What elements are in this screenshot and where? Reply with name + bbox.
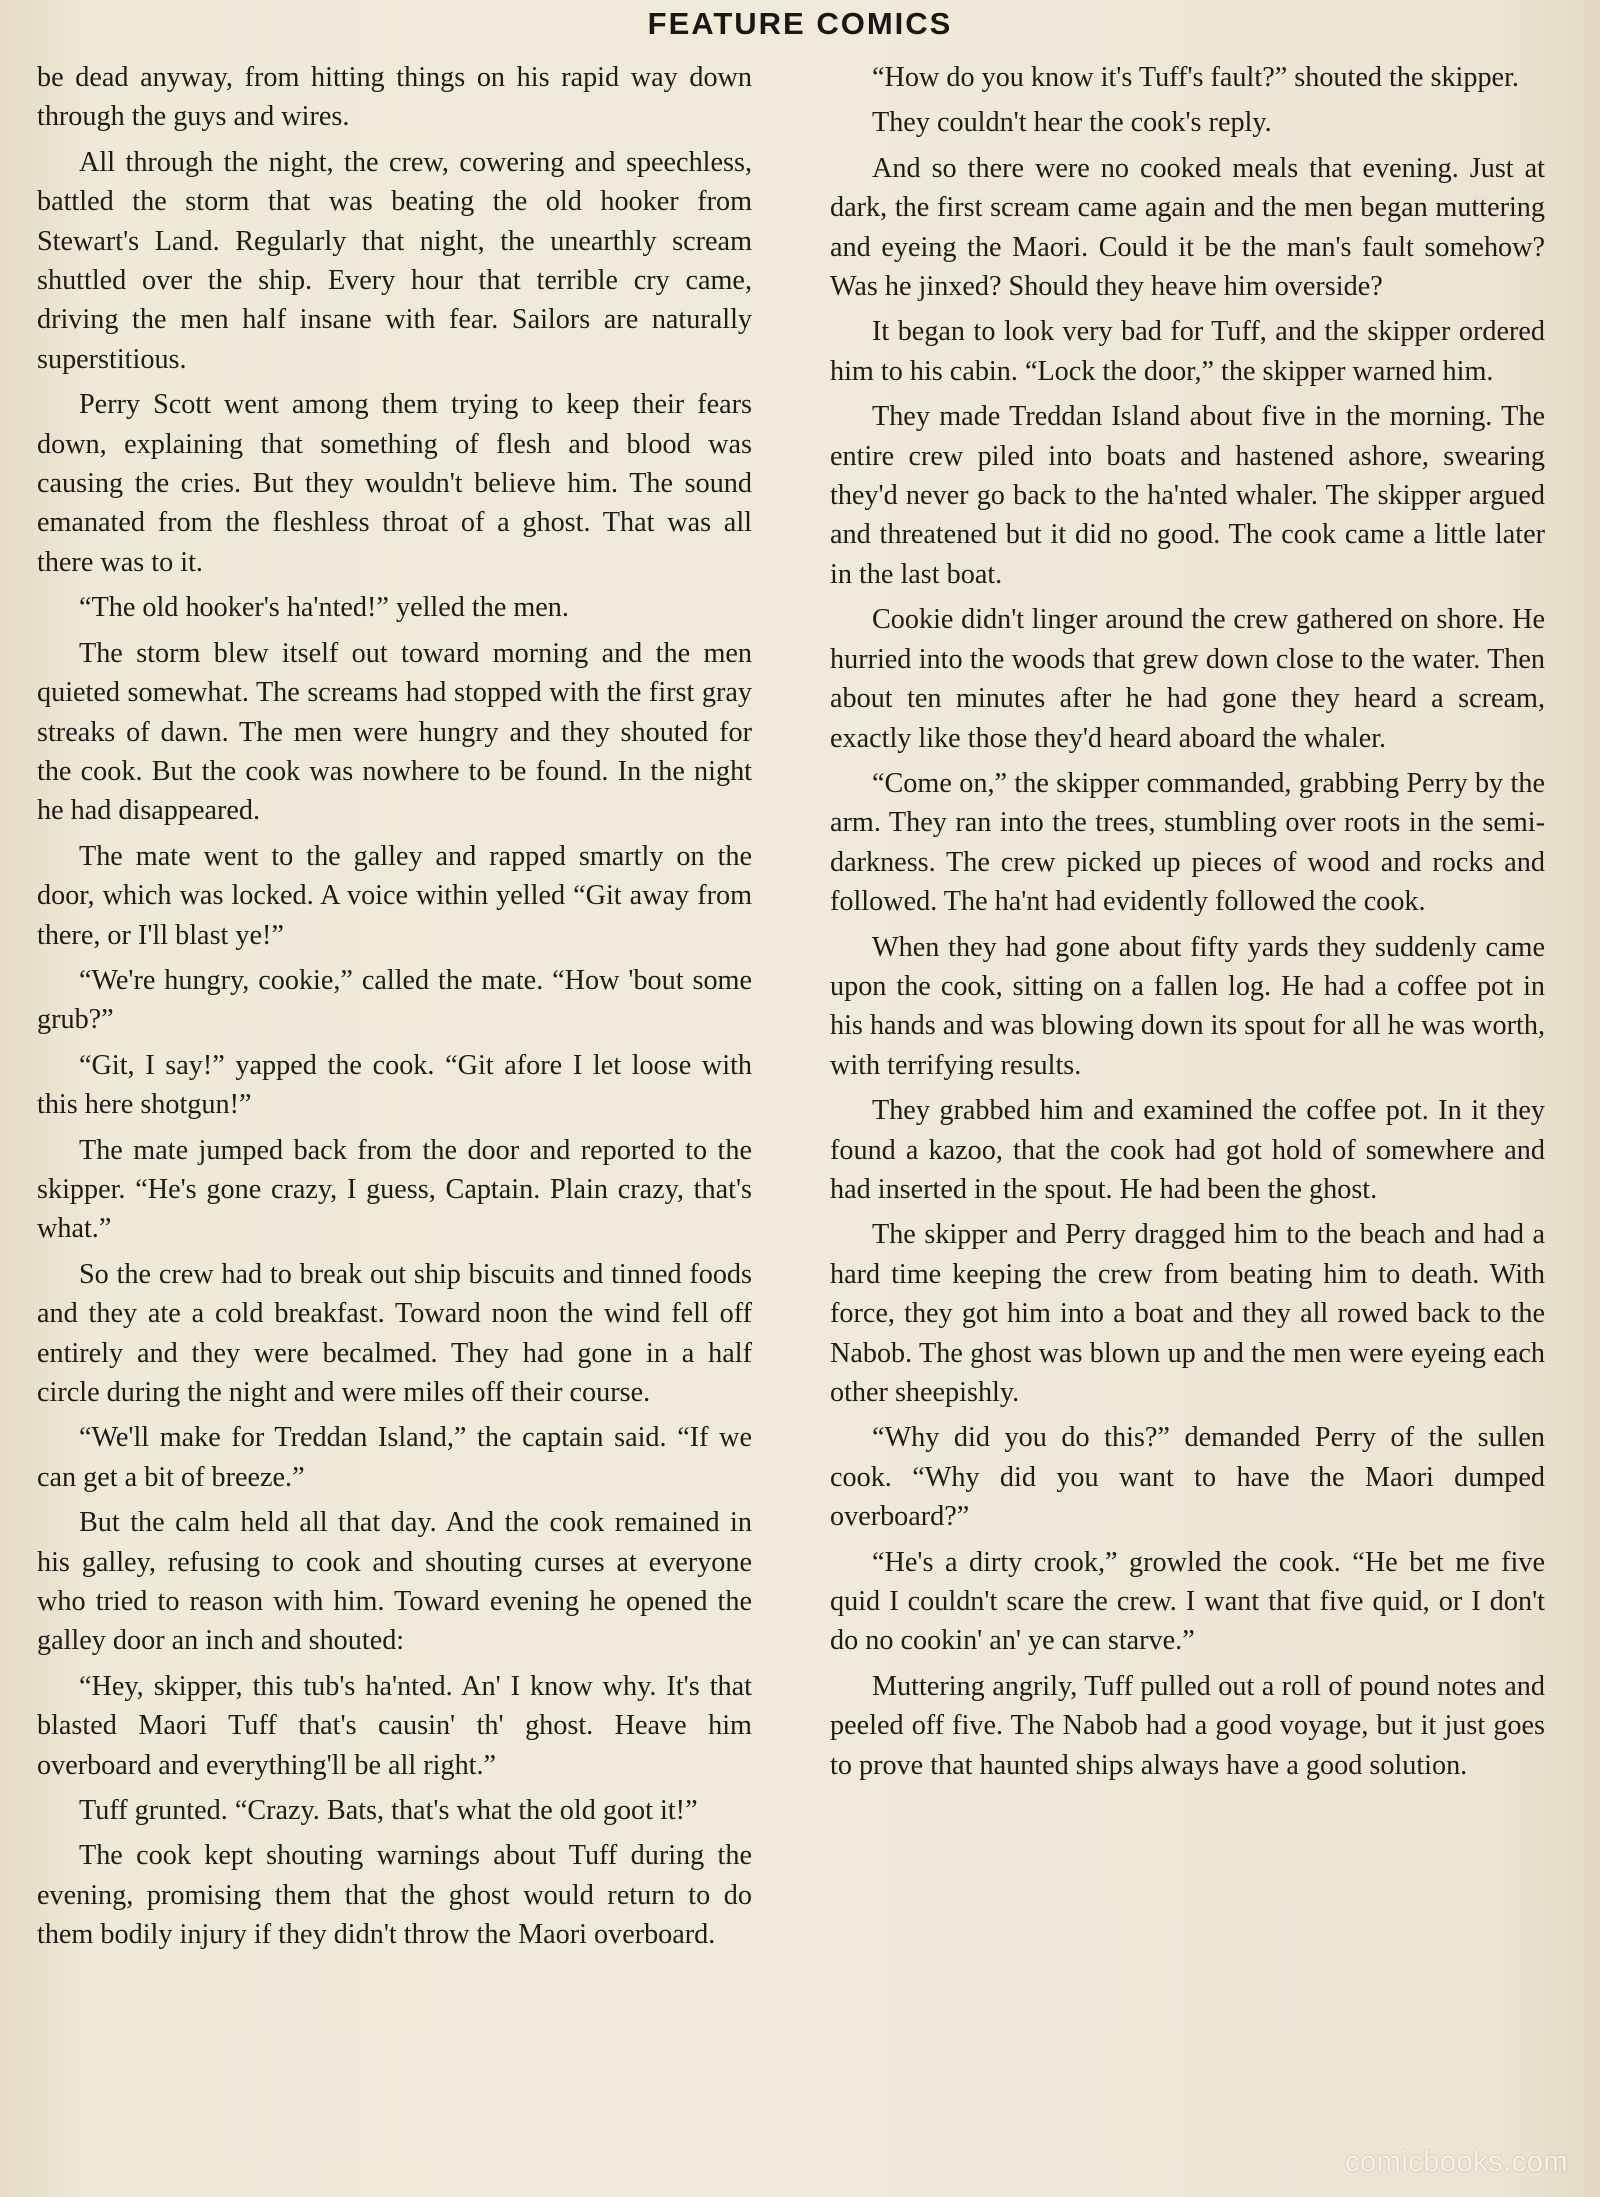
paragraph: They made Treddan Island about five in the morning. The entire crew piled into boats and hastened ashore, swearing they'd never go back to the ha'nted whaler. The skipper argued and threatened but it did no good. The cook came a little later in the last boat. — [830, 401, 1545, 590]
paragraph: The storm blew itself out toward morning and the men quieted somewhat. The screams had stopped with the first gray streaks of dawn. The men were hungry and they shouted for the cook. But the cook was nowhere to be found. In the night he had disappeared. — [37, 637, 752, 827]
paragraph: “He's a dirty crook,” growled the cook. “He bet me five quid I couldn't scare the crew. I want that five quid, or I don't do no cookin' an' ye can starve.” — [830, 1546, 1545, 1657]
paragraph: Perry Scott went among them trying to keep their fears down, explaining that something of flesh and blood was causing the cries. But they wouldn't believe him. The sound emanated from the fleshless throat of a ghost. That was all there was to it. — [37, 389, 752, 578]
paragraph: They couldn't hear the cook's reply. — [872, 107, 1272, 139]
paragraph: “Git, I say!” yapped the cook. “Git afore I let loose with this here shotgun!” — [37, 1049, 752, 1121]
page-header: FEATURE COMICS — [647, 6, 953, 41]
paragraph: “Hey, skipper, this tub's ha'nted. An' I know why. It's that blasted Maori Tuff that's causin' th' ghost. Heave him overboard and everything'll be all right.” — [37, 1670, 752, 1781]
paragraph: All through the night, the crew, cowering and speechless, battled the storm that was beating the old hooker from Stewart's Land. Regularly that night, the unearthly scream shuttled over the ship. Every hour that terrible cry came, driving the men half insane with fear. Sailors are naturally superstitious. — [37, 146, 752, 375]
paragraph: Cookie didn't linger around the crew gathered on shore. He hurried into the woods that grew down close to the water. Then about ten minutes after he had gone they heard a scream, exactly like those they'd heard aboard the whaler. — [830, 604, 1545, 754]
paragraph: “We're hungry, cookie,” called the mate. “How 'bout some grub?” — [37, 964, 752, 1036]
paragraph: “How do you know it's Tuff's fault?” shouted the skipper. — [872, 62, 1519, 93]
paragraph: So the crew had to break out ship biscuits and tinned foods and they ate a cold breakfast. Toward noon the wind fell off entirely and they were becalmed. They had gone in a half circle during the night and were miles off their course. — [37, 1258, 752, 1408]
right-text-column — [830, 58, 1545, 1791]
paragraph: “The old hooker's ha'nted!” yelled the men. — [79, 592, 569, 624]
paragraph: They grabbed him and examined the coffee pot. In it they found a kazoo, that the cook had got hold of somewhere and had inserted in the spout. He had been the ghost. — [830, 1095, 1545, 1205]
paragraph: “Come on,” the skipper commanded, grabbing Perry by the arm. They ran into the trees, stumbling over roots in the semi-darkness. The crew picked up pieces of wood and rocks and followed. The ha'nt had evidently followed the cook. — [830, 767, 1545, 918]
paragraph: And so there were no cooked meals that evening. Just at dark, the first scream came again and the men began muttering and eyeing the Maori. Could it be the man's fault somehow? Was he jinxed? Should they heave him overside? — [830, 152, 1545, 303]
paragraph: When they had gone about fifty yards they suddenly came upon the cook, sitting on a fallen log. He had a coffee pot in his hands and was blowing down its spout for all he was worth, with terrifying results. — [830, 931, 1545, 1081]
left-text-column — [37, 58, 752, 1961]
paragraph: But the calm held all that day. And the cook remained in his galley, refusing to cook and shouting curses at everyone who tried to reason with him. Toward evening he opened the galley door an inch and shouted: — [37, 1507, 752, 1657]
paragraph: Tuff grunted. “Crazy. Bats, that's what the old goot it!” — [79, 1795, 698, 1827]
paragraph: The mate jumped back from the door and reported to the skipper. “He's gone crazy, I guess, Captain. Plain crazy, that's what.” — [37, 1134, 752, 1245]
paragraph: The mate went to the galley and rapped smartly on the door, which was locked. A voice within yelled “Git away from there, or I'll blast ye!” — [37, 840, 752, 951]
paragraph: “We'll make for Treddan Island,” the captain said. “If we can get a bit of breeze.” — [37, 1422, 752, 1493]
paragraph: The skipper and Perry dragged him to the beach and had a hard time keeping the crew from beating him to death. With force, they got him into a boat and they all rowed back to the Nabob. The ghost was blown up and the men were eyeing each other sheepishly. — [830, 1219, 1545, 1408]
paragraph: It began to look very bad for Tuff, and the skipper ordered him to his cabin. “Lock the door,” the skipper warned him. — [830, 316, 1545, 387]
paragraph: Muttering angrily, Tuff pulled out a roll of pound notes and peeled off five. The Nabob had a good voyage, but it just goes to prove that haunted ships always have a good solution. — [830, 1670, 1545, 1781]
paragraph: “Why did you do this?” demanded Perry of the sullen cook. “Why did you want to have the Maori dumped overboard?” — [830, 1422, 1545, 1533]
paragraph: be dead anyway, from hitting things on his rapid way down through the guys and wires. — [37, 62, 752, 133]
site-watermark: comicbooks.com — [1345, 2146, 1568, 2178]
paragraph: The cook kept shouting warnings about Tuff during the evening, promising them that the ghost would return to do them bodily injury if they didn't throw the Maori overboard. — [37, 1840, 752, 1951]
